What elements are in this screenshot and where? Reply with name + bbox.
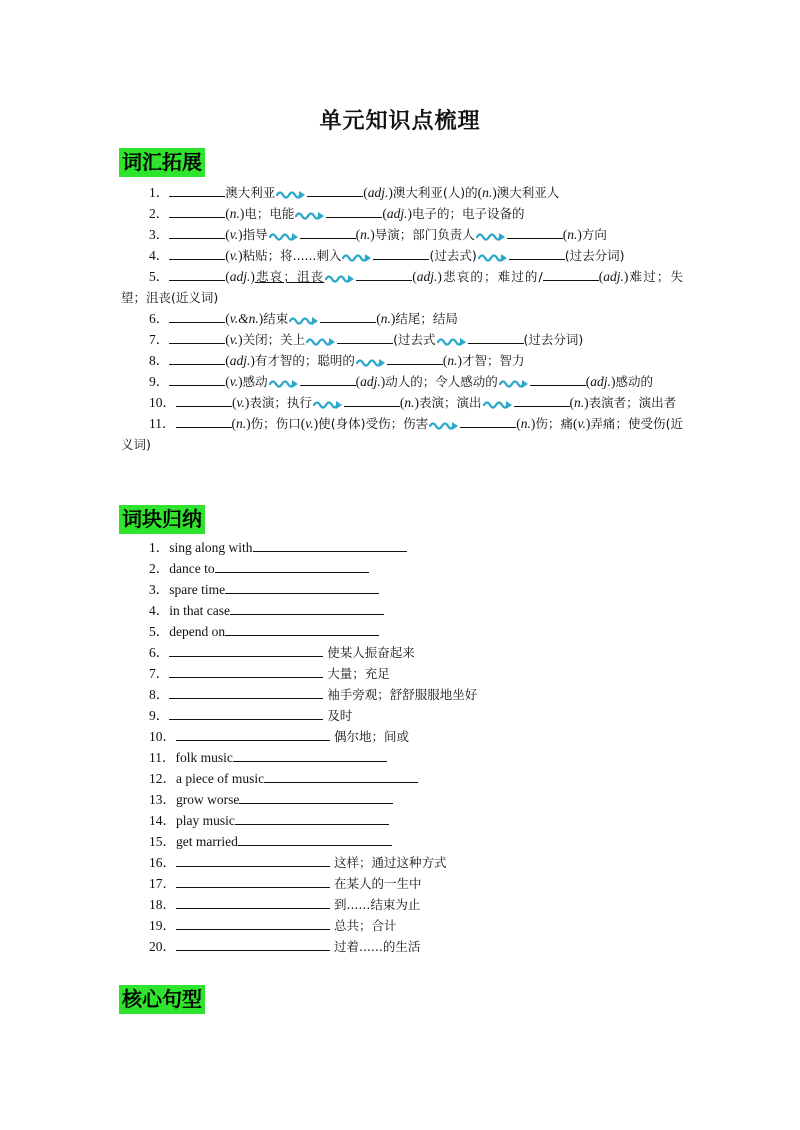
meaning-text: 电子的；电子设备的 — [412, 206, 525, 221]
answer-blank[interactable] — [530, 373, 586, 386]
answer-blank[interactable] — [169, 352, 225, 365]
answer-blank[interactable] — [225, 623, 379, 636]
section-heading-core-sentences: 核心句型 — [119, 985, 205, 1014]
vocab-item — [121, 371, 683, 392]
answer-blank[interactable] — [169, 205, 225, 218]
meaning-text: 方向 — [581, 227, 607, 242]
phrase-item — [121, 789, 681, 810]
vocab-item — [121, 350, 683, 371]
answer-blank[interactable] — [337, 331, 393, 344]
item-number: 3． — [149, 227, 170, 242]
part-of-speech: n. — [567, 227, 578, 242]
item-number: 4． — [149, 603, 170, 618]
wave-arrow-icon — [437, 335, 467, 347]
bracket-text: ( — [569, 395, 575, 410]
wave-arrow-icon — [276, 188, 306, 200]
meaning-text: 表演；执行 — [249, 395, 312, 410]
bracket-text: ) — [370, 227, 375, 242]
item-number: 17． — [149, 876, 176, 891]
vocab-list — [121, 182, 683, 455]
item-number: 12． — [149, 771, 176, 786]
phrase-english: grow worse — [176, 792, 240, 807]
part-of-speech: n. — [236, 416, 247, 431]
answer-blank[interactable] — [468, 331, 524, 344]
item-number: 14． — [149, 813, 176, 828]
answer-blank[interactable] — [169, 665, 323, 678]
wave-arrow-icon — [325, 272, 355, 284]
bracket-text: ( — [442, 353, 448, 368]
meaning-text: 粘贴；将......刺入 — [242, 248, 342, 263]
answer-blank[interactable] — [387, 352, 443, 365]
answer-blank[interactable] — [233, 749, 387, 762]
wave-arrow-icon — [289, 314, 319, 326]
meaning-text: 难过；失望；沮丧(近义词) — [121, 269, 683, 305]
bracket-text: ( — [225, 374, 230, 389]
vocab-item — [121, 224, 683, 245]
answer-blank[interactable] — [176, 938, 330, 951]
item-number: 15． — [149, 834, 176, 849]
answer-blank[interactable] — [225, 581, 379, 594]
meaning-text: (过去式 — [393, 332, 436, 347]
bracket-text: ( — [562, 227, 568, 242]
answer-blank[interactable] — [235, 812, 389, 825]
answer-blank[interactable] — [320, 310, 376, 323]
page-title: 单元知识点梳理 — [319, 109, 481, 134]
phrase-item — [121, 684, 681, 705]
bracket-text: ( — [355, 374, 361, 389]
item-number: 5． — [149, 269, 170, 284]
wave-arrow-icon — [429, 419, 459, 431]
phrase-chinese: 总共；合计 — [330, 918, 397, 933]
bracket-text: ) — [238, 374, 243, 389]
part-of-speech: n. — [360, 227, 371, 242]
phrase-chinese: 在某人的一生中 — [330, 876, 422, 891]
meaning-text: 电；电能 — [244, 206, 295, 221]
bracket-text: ) — [238, 227, 243, 242]
item-number: 11． — [149, 416, 176, 431]
bracket-text: ) — [577, 227, 582, 242]
answer-blank[interactable] — [169, 226, 225, 239]
bracket-text: ) — [585, 416, 591, 431]
phrase-item — [121, 705, 681, 726]
vocab-item — [121, 392, 683, 413]
answer-blank[interactable] — [514, 394, 570, 407]
answer-blank[interactable] — [176, 896, 330, 909]
bracket-text: ) — [388, 185, 393, 200]
part-of-speech: adj. — [603, 269, 624, 284]
part-of-speech: n. — [482, 185, 493, 200]
item-number: 7． — [149, 332, 170, 347]
bracket-text: ( — [382, 206, 387, 221]
answer-blank[interactable] — [264, 770, 418, 783]
phrase-english: a piece of music — [176, 771, 265, 786]
section-heading-vocab: 词汇拓展 — [119, 148, 205, 177]
vocab-item — [121, 329, 683, 350]
bracket-text: ) — [246, 416, 251, 431]
answer-blank[interactable] — [239, 791, 393, 804]
vocab-item — [121, 245, 683, 266]
item-number: 3． — [149, 582, 170, 597]
bracket-text: ) — [239, 206, 245, 221]
bracket-text: ( — [225, 248, 230, 263]
vocab-item — [121, 203, 683, 224]
bracket-text: ( — [399, 395, 405, 410]
bracket-text: ) — [584, 395, 589, 410]
bracket-text: ) — [623, 269, 629, 284]
meaning-text: 使(身体)受伤；伤害 — [318, 416, 429, 431]
phrase-english: depend on — [169, 624, 226, 639]
phrase-item — [121, 537, 681, 558]
phrase-chinese: 袖手旁观；舒舒服服地坐好 — [323, 687, 478, 702]
bracket-text: ) — [610, 374, 616, 389]
part-of-speech: v. — [577, 416, 586, 431]
wave-arrow-icon — [313, 398, 343, 410]
answer-blank[interactable] — [543, 268, 599, 281]
bracket-text: ) — [414, 395, 420, 410]
phrase-item — [121, 642, 681, 663]
phrase-chinese: 大量；充足 — [323, 666, 390, 681]
item-number: 7． — [149, 666, 170, 681]
part-of-speech: n. — [229, 206, 240, 221]
bracket-text: ) — [250, 353, 255, 368]
part-of-speech: v. — [236, 395, 245, 410]
bracket-text: ( — [363, 185, 368, 200]
bracket-text: ( — [355, 227, 361, 242]
meaning-text: 表演者；演出者 — [588, 395, 677, 410]
meaning-text: 澳大利亚(人)的 — [392, 185, 478, 200]
phrase-item — [121, 936, 681, 957]
wave-arrow-icon — [306, 335, 336, 347]
phrase-item — [121, 558, 681, 579]
phrase-item — [121, 873, 681, 894]
bracket-text: ) — [380, 374, 386, 389]
wave-arrow-icon — [269, 230, 299, 242]
answer-blank[interactable] — [176, 917, 330, 930]
answer-blank[interactable] — [507, 226, 563, 239]
phrase-item — [121, 768, 681, 789]
phrase-item — [121, 726, 681, 747]
bracket-text: ) — [238, 332, 243, 347]
phrase-english: dance to — [169, 561, 215, 576]
item-number: 10． — [149, 729, 176, 744]
part-of-speech: n. — [404, 395, 415, 410]
wave-arrow-icon — [269, 377, 299, 389]
part-of-speech: v. — [229, 248, 239, 263]
vocab-item — [121, 308, 683, 329]
answer-blank[interactable] — [356, 268, 412, 281]
meaning-text: (过去式) — [429, 248, 477, 263]
part-of-speech: v.&n. — [229, 311, 259, 326]
item-number: 5． — [149, 624, 170, 639]
bracket-text: ( — [376, 311, 381, 326]
part-of-speech: v. — [229, 332, 239, 347]
part-of-speech: adj. — [229, 269, 251, 284]
wave-arrow-icon — [295, 209, 325, 221]
bracket-text: ) — [238, 248, 243, 263]
answer-blank[interactable] — [326, 205, 382, 218]
section-heading-phrases: 词块归纳 — [119, 505, 205, 534]
item-number: 10． — [149, 395, 176, 410]
item-number: 11． — [149, 750, 176, 765]
bracket-text: ) — [407, 206, 413, 221]
phrase-item — [121, 831, 681, 852]
answer-blank[interactable] — [373, 247, 429, 260]
meaning-text: 表演；演出 — [419, 395, 482, 410]
wave-arrow-icon — [483, 398, 513, 410]
phrase-item — [121, 747, 681, 768]
phrase-chinese: 偶尔地；间或 — [330, 729, 409, 744]
phrase-english: in that case — [169, 603, 230, 618]
answer-blank[interactable] — [176, 394, 232, 407]
answer-blank[interactable] — [300, 373, 356, 386]
phrase-english: get married — [176, 834, 238, 849]
bracket-text: ) — [250, 269, 255, 284]
bracket-text: ( — [477, 185, 483, 200]
phrase-item — [121, 579, 681, 600]
bracket-text: ) — [530, 416, 536, 431]
phrase-item — [121, 915, 681, 936]
bracket-text: ( — [412, 269, 417, 284]
item-number: 1． — [149, 540, 170, 555]
answer-blank[interactable] — [176, 854, 330, 867]
item-number: 9． — [149, 374, 170, 389]
answer-blank[interactable] — [169, 247, 225, 260]
vocab-item — [121, 413, 683, 455]
meaning-text-underlined: 悲哀；沮丧 — [254, 269, 325, 284]
part-of-speech: adj. — [367, 185, 389, 200]
answer-blank[interactable] — [176, 728, 330, 741]
meaning-text: 结束 — [263, 311, 289, 326]
item-number: 4． — [149, 248, 170, 263]
bracket-text: ) — [258, 311, 264, 326]
phrase-english: folk music — [175, 750, 233, 765]
bracket-text: ( — [598, 269, 604, 284]
answer-blank[interactable] — [169, 373, 225, 386]
bracket-text: ( — [232, 395, 237, 410]
phrase-chinese: 这样；通过这种方式 — [330, 855, 447, 870]
answer-blank[interactable] — [169, 310, 225, 323]
item-number: 6． — [149, 645, 170, 660]
phrase-english: sing along with — [169, 540, 253, 555]
meaning-text: 结尾；结局 — [395, 311, 458, 326]
meaning-text: 悲哀的；难过的/ — [441, 269, 543, 284]
wave-arrow-icon — [499, 377, 529, 389]
answer-blank[interactable] — [176, 875, 330, 888]
part-of-speech: adj. — [229, 353, 251, 368]
answer-blank[interactable] — [307, 184, 363, 197]
phrase-chinese: 使某人振奋起来 — [323, 645, 415, 660]
part-of-speech: n. — [574, 395, 585, 410]
item-number: 9． — [149, 708, 170, 723]
part-of-speech: v. — [229, 227, 239, 242]
phrase-list — [121, 537, 681, 957]
bracket-text: ( — [231, 416, 236, 431]
part-of-speech: adj. — [360, 374, 381, 389]
phrase-item — [121, 600, 681, 621]
wave-arrow-icon — [478, 251, 508, 263]
phrase-english: spare time — [169, 582, 226, 597]
bracket-text: ( — [225, 269, 230, 284]
answer-blank[interactable] — [230, 602, 384, 615]
meaning-text: 伤；伤口 — [250, 416, 301, 431]
bracket-text: ) — [390, 311, 396, 326]
part-of-speech: n. — [447, 353, 458, 368]
part-of-speech: v. — [229, 374, 239, 389]
item-number: 2． — [149, 206, 170, 221]
bracket-text: ( — [572, 416, 578, 431]
answer-blank[interactable] — [169, 268, 225, 281]
item-number: 13． — [149, 792, 176, 807]
bracket-text: ( — [225, 227, 230, 242]
meaning-text: 感动 — [242, 374, 268, 389]
meaning-text: 才智；智力 — [462, 353, 525, 368]
answer-blank[interactable] — [169, 644, 323, 657]
answer-blank[interactable] — [215, 560, 369, 573]
wave-arrow-icon — [356, 356, 386, 368]
meaning-text: (过去分词) — [523, 332, 584, 347]
bracket-text: ( — [300, 416, 306, 431]
phrase-item — [121, 663, 681, 684]
item-number: 20． — [149, 939, 176, 954]
meaning-text: (过去分词) — [564, 248, 625, 263]
bracket-text: ( — [585, 374, 591, 389]
phrase-chinese: 过着......的生活 — [330, 939, 421, 954]
item-number: 8． — [149, 687, 170, 702]
answer-blank[interactable] — [169, 707, 323, 720]
meaning-text: 澳大利亚人 — [496, 185, 560, 200]
wave-arrow-icon — [342, 251, 372, 263]
meaning-text: 动人的；令人感动的 — [385, 374, 498, 389]
meaning-text: 关闭；关上 — [242, 332, 306, 347]
bracket-text: ) — [313, 416, 319, 431]
phrase-item — [121, 852, 681, 873]
meaning-text: 有才智的；聪明的 — [254, 353, 355, 368]
part-of-speech: n. — [380, 311, 391, 326]
bracket-text: ( — [225, 332, 230, 347]
bracket-text: ) — [457, 353, 463, 368]
meaning-text: 伤；痛 — [535, 416, 573, 431]
vocab-item — [121, 266, 683, 308]
phrase-chinese: 到......结束为止 — [330, 897, 421, 912]
answer-blank[interactable] — [300, 226, 356, 239]
item-number: 18． — [149, 897, 176, 912]
bracket-text: ( — [225, 311, 230, 326]
part-of-speech: v. — [305, 416, 314, 431]
meaning-text: 澳大利亚 — [225, 185, 276, 200]
answer-blank[interactable] — [253, 539, 407, 552]
bracket-text: ( — [516, 416, 521, 431]
meaning-text: 指导 — [242, 227, 268, 242]
meaning-text: 弄痛；使受伤(近义词) — [121, 416, 683, 452]
bracket-text: ( — [225, 353, 230, 368]
bracket-text: ) — [437, 269, 442, 284]
item-number: 8． — [149, 353, 170, 368]
item-number: 16． — [149, 855, 176, 870]
answer-blank[interactable] — [176, 415, 232, 428]
phrase-english: play music — [176, 813, 235, 828]
item-number: 19． — [149, 918, 176, 933]
bracket-text: ) — [492, 185, 497, 200]
bracket-text: ) — [244, 395, 250, 410]
meaning-text: 导演；部门负责人 — [374, 227, 475, 242]
meaning-text: 感动的 — [615, 374, 653, 389]
answer-blank[interactable] — [169, 686, 323, 699]
phrase-chinese: 及时 — [323, 708, 353, 723]
item-number: 2． — [149, 561, 170, 576]
answer-blank[interactable] — [238, 833, 392, 846]
phrase-item — [121, 810, 681, 831]
part-of-speech: n. — [520, 416, 531, 431]
part-of-speech: adj. — [590, 374, 611, 389]
phrase-item — [121, 894, 681, 915]
answer-blank[interactable] — [460, 415, 516, 428]
item-number: 6． — [149, 311, 170, 326]
answer-blank[interactable] — [509, 247, 565, 260]
phrase-item — [121, 621, 681, 642]
wave-arrow-icon — [476, 230, 506, 242]
item-number: 1． — [149, 185, 170, 200]
vocab-item — [121, 182, 683, 203]
answer-blank[interactable] — [169, 184, 225, 197]
answer-blank[interactable] — [169, 331, 225, 344]
part-of-speech: adj. — [386, 206, 408, 221]
answer-blank[interactable] — [344, 394, 400, 407]
part-of-speech: adj. — [416, 269, 438, 284]
bracket-text: ( — [225, 206, 230, 221]
